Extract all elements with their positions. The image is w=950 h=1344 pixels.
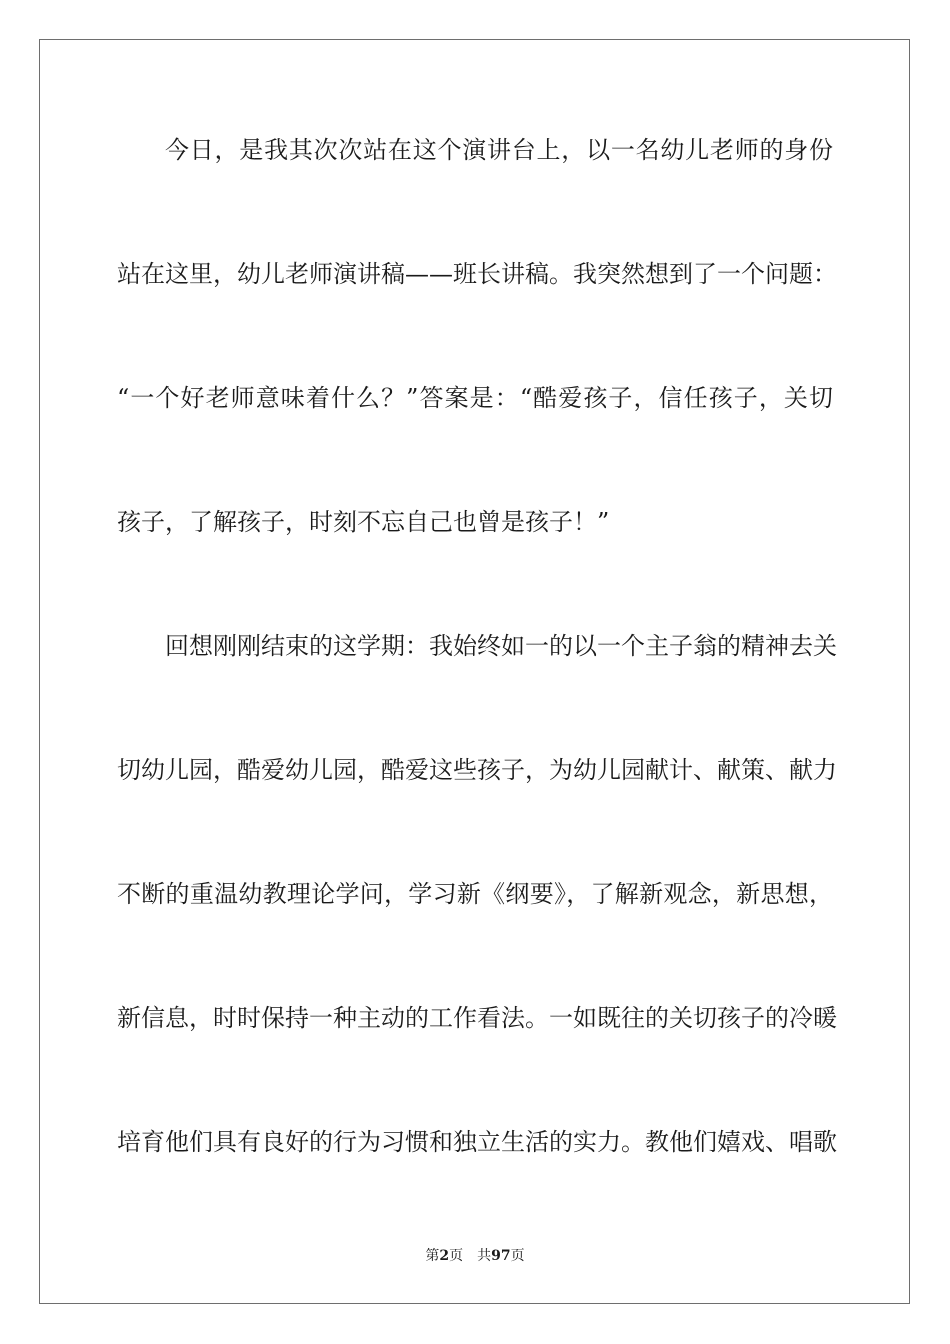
page-prefix: 第 — [425, 1248, 440, 1264]
paragraph-1-line-3: “一个好老师意味着什么？”答案是：“酷爱孩子，信任孩子，关切 — [117, 384, 833, 412]
page-border — [39, 39, 910, 1304]
paragraph-1-line-2: 站在这里，幼儿老师演讲稿——班长讲稿。我突然想到了一个问题： — [117, 260, 837, 288]
total-pages: 97 — [491, 1248, 511, 1264]
page-number: 2 — [439, 1248, 450, 1264]
paragraph-2-line-1: 回想刚刚结束的这学期：我始终如一的以一个主子翁的精神去关 — [165, 632, 837, 660]
paragraph-2-line-4: 新信息，时时保持一种主动的工作看法。一如既往的关切孩子的冷暖 — [117, 1004, 837, 1032]
paragraph-2-line-3: 不断的重温幼教理论学问，学习新《纲要》，了解新观念，新思想， — [117, 880, 833, 908]
page-suffix: 页 — [449, 1248, 464, 1264]
paragraph-1-line-4: 孩子，了解孩子，时刻不忘自己也曾是孩子！” — [117, 508, 610, 536]
paragraph-2-line-5: 培育他们具有良好的行为习惯和独立生活的实力。教他们嬉戏、唱歌 — [117, 1128, 837, 1156]
total-suffix: 页 — [510, 1248, 525, 1264]
page-footer — [0, 1246, 950, 1266]
paragraph-1-line-1: 今日，是我其次次站在这个演讲台上，以一名幼儿老师的身份 — [165, 136, 833, 164]
paragraph-2-line-2: 切幼儿园，酷爱幼儿园，酷爱这些孩子，为幼儿园献计、献策、献力 — [117, 756, 837, 784]
total-prefix: 共 — [477, 1248, 492, 1264]
